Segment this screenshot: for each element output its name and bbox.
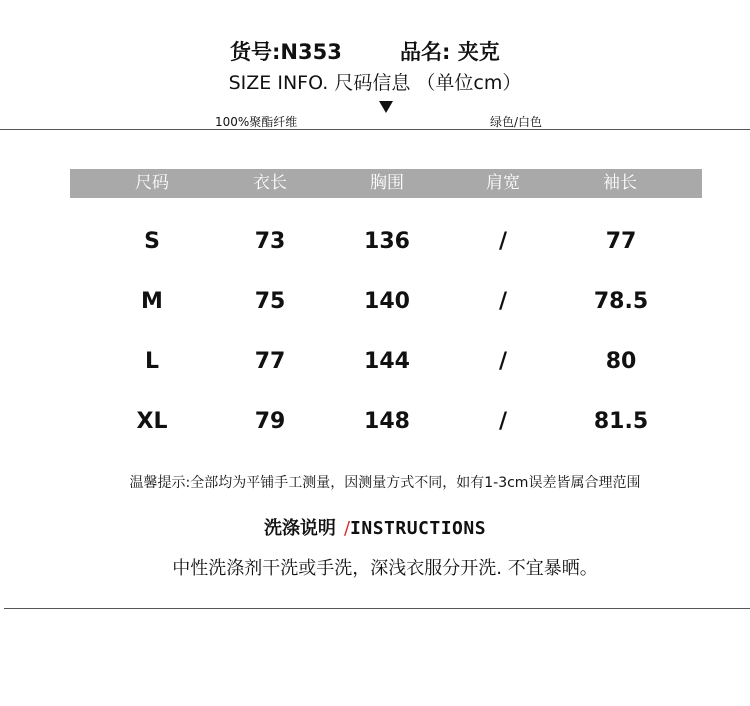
measurement-note: 温馨提示:全部均为平铺手工测量，因测量方式不同，如有1-3cm误差皆属合理范围 [129, 475, 641, 491]
size-cell: S [144, 229, 160, 254]
chest-cell: 140 [364, 289, 410, 314]
size-cell: L [144, 349, 160, 374]
table-row [0, 282, 750, 322]
length-cell: 77 [254, 349, 286, 374]
chest-cell: 136 [364, 229, 410, 254]
column-header-shoulder: 肩宽 [486, 173, 520, 193]
column-header-size: 尺码 [135, 173, 169, 193]
shoulder-cell: / [498, 349, 508, 374]
column-header-chest: 胸围 [370, 173, 404, 193]
sleeve-cell: 77 [605, 229, 637, 254]
article-number: 货号:N353 [230, 40, 342, 64]
length-cell: 73 [254, 229, 286, 254]
wash-title-en: INSTRUCTIONS [350, 518, 487, 539]
wash-instructions-title [0, 514, 750, 540]
length-cell: 75 [254, 289, 286, 314]
wash-instructions-text: 中性洗涤剂干洗或手洗，深浅衣服分开洗. 不宜暴晒。 [172, 558, 598, 579]
down-arrow-icon [379, 101, 393, 113]
wash-title-cn: 洗涤说明 [263, 518, 336, 539]
size-cell: M [141, 289, 163, 314]
chest-cell: 148 [364, 409, 410, 434]
sleeve-cell: 81.5 [593, 409, 649, 434]
size-table-header [70, 169, 702, 198]
shoulder-cell: / [498, 409, 508, 434]
table-row [0, 342, 750, 382]
material-label: 100%聚酯纤维 [215, 115, 298, 129]
sleeve-cell: 78.5 [593, 289, 649, 314]
color-label: 绿色/白色 [490, 115, 543, 129]
table-row [0, 402, 750, 442]
chest-cell: 144 [364, 349, 410, 374]
column-header-sleeve: 袖长 [603, 173, 637, 193]
size-cell: XL [136, 409, 168, 434]
sleeve-cell: 80 [605, 349, 637, 374]
length-cell: 79 [254, 409, 286, 434]
column-header-length: 衣长 [253, 173, 287, 193]
divider-bottom [4, 608, 750, 609]
title-slash: / [343, 518, 351, 539]
size-info-title: SIZE INFO. 尺码信息 （单位cm） [228, 72, 522, 94]
shoulder-cell: / [498, 289, 508, 314]
divider-top [0, 129, 750, 130]
product-name: 品名: 夹克 [400, 40, 500, 64]
table-row [0, 222, 750, 262]
shoulder-cell: / [498, 229, 508, 254]
